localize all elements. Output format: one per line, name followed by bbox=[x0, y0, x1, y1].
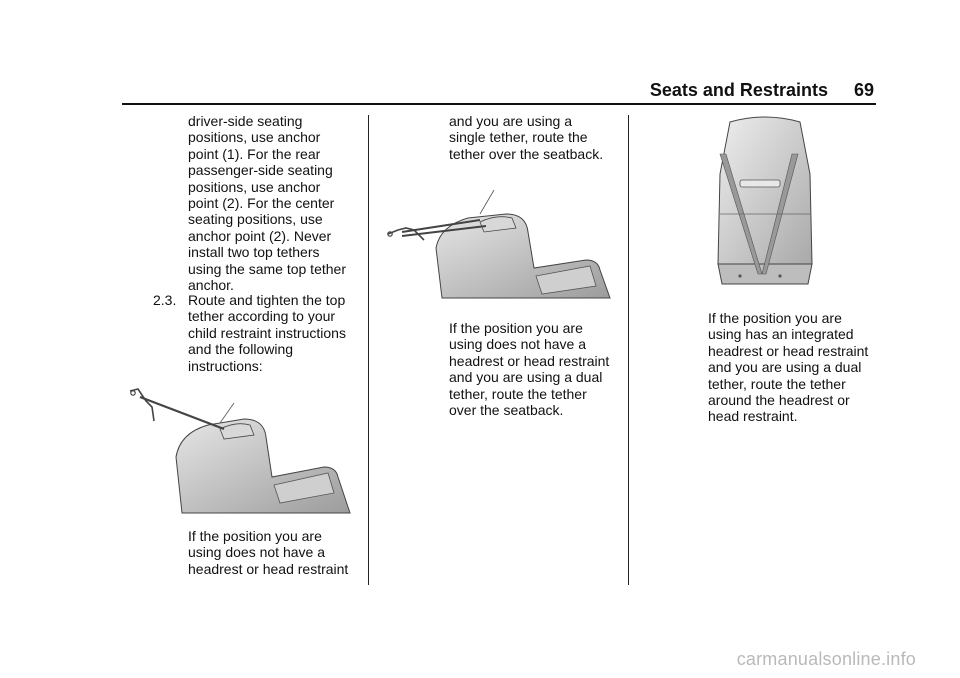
column-divider-1 bbox=[368, 115, 369, 585]
page-header bbox=[650, 80, 874, 101]
column-divider-2 bbox=[628, 115, 629, 585]
col2-paragraph: and you are using a single tether, route the tether over the seatback. bbox=[449, 113, 604, 162]
step-number: 2.3. bbox=[153, 292, 177, 308]
col2-caption: If the position you are using does not have a headrest or head restraint and you are using a dual tether, route the tether over the seatback. bbox=[449, 320, 610, 419]
watermark-text: carmanualsonline.info bbox=[736, 649, 916, 669]
col3-caption: If the position you are using has an integrated headrest or head restraint and you are using a dual tether, route the tether around the headrest or head restraint. bbox=[708, 310, 869, 425]
col1-paragraph: driver-side seating positions, use anchor point (1). For the rear passenger-side seating positions, use anchor point (2). For the center seating positions, use anchor point (2). Never install two top tethers using the same top tether anchor. bbox=[188, 113, 346, 294]
seat-headrest-dual-tether-illustration bbox=[710, 114, 820, 296]
section-title: Seats and Restraints bbox=[649, 80, 828, 100]
page-number: 69 bbox=[853, 80, 874, 100]
header-rule bbox=[122, 103, 876, 105]
seatback-single-tether-illustration bbox=[124, 385, 352, 517]
step-text: Route and tighten the top tether according to your child restraint instructions and the following instructions: bbox=[188, 292, 346, 374]
seatback-dual-tether-illustration bbox=[384, 186, 612, 300]
col1-caption: If the position you are using does not have a headrest or head restraint bbox=[188, 528, 349, 577]
